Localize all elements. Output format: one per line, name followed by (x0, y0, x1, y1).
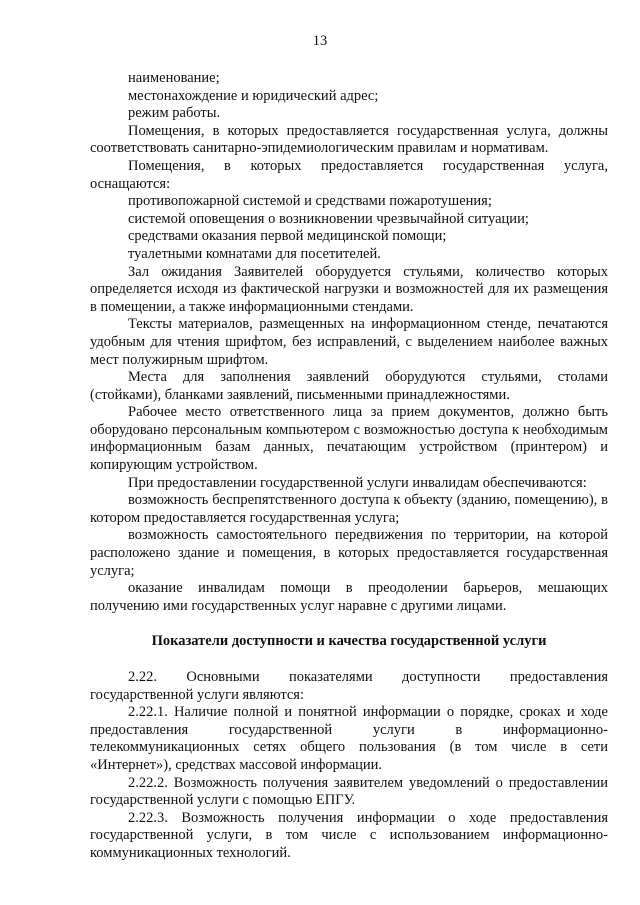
paragraph-premises-sanitary: Помещения, в которых предоставляется государственная услуга, должны соответствовать санитарно-эпидемиологическим правилам и нормативам. (90, 122, 608, 157)
section-heading: Показатели доступности и качества государственной услуги (151, 633, 547, 650)
list-item: средствами оказания первой медицинской помощи; (128, 228, 447, 245)
paragraph-places: Места для заполнения заявлений оборудуются стульями, столами (стойками), бланками заявлений, письменными принадлежностями. (90, 369, 608, 403)
paragraph-workplace: Рабочее место ответственного лица за прием документов, должно быть оборудовано персональным компьютером с возможностью доступа к необходимым информационным базам данных, печатающим устройством (принтером) и копирующим устройством. (90, 404, 608, 474)
list-item: местонахождение и юридический адрес; (128, 87, 379, 104)
list-item: режим работы. (128, 105, 221, 122)
list-item: противопожарной системой и средствами пожаротушения; (128, 193, 492, 210)
paragraph-2-22: 2.22. Основными показателями доступности предоставления государственной услуги являются: (90, 669, 608, 703)
paragraph-premises-equipped: Помещения, в которых предоставляется государственная услуга, оснащаются: (90, 157, 608, 192)
paragraph-2-22-1: 2.22.1. Наличие полной и понятной информации о порядке, сроках и ходе предоставления государственной услуги в информационно-телекоммуникационных сетях общего пользования (в том числе в сети «Интернет»), средствах массовой информации. (90, 704, 608, 773)
paragraph-disabled-2: возможность самостоятельного передвижения по территории, на которой расположено здание и помещения, в которых предоставляется государственная услуга; (90, 527, 608, 579)
document-body (90, 70, 608, 863)
paragraph-disabled-intro: При предоставлении государственной услуги инвалидам обеспечиваются: (128, 474, 587, 491)
page-number: 13 (312, 33, 328, 49)
paragraph-2-22-3: 2.22.3. Возможность получения информации о ходе предоставления государственной услуги, в том числе с использованием информационно-коммуникационных технологий. (90, 809, 608, 861)
list-item: туалетными комнатами для посетителей. (128, 245, 381, 262)
list-item: наименование; (128, 70, 220, 86)
paragraph-texts: Тексты материалов, размещенных на информационном стенде, печатаются удобным для чтения шрифтом, без исправлений, с выделением наиболее важных мест полужирным шрифтом. (90, 316, 608, 368)
paragraph-disabled-3: оказание инвалидам помощи в преодолении барьеров, мешающих получению ими государственных услуг наравне с другими лицами. (90, 580, 608, 614)
paragraph-2-22-2: 2.22.2. Возможность получения заявителем уведомлений о предоставлении государственной услуги с помощью ЕПГУ. (90, 774, 608, 809)
paragraph-disabled-1: возможность беспрепятственного доступа к объекту (зданию, помещению), в котором предоставляется государственная услуга; (90, 492, 608, 526)
paragraph-waiting-hall: Зал ожидания Заявителей оборудуется стульями, количество которых определяется исходя из фактической нагрузки и возможностей для их размещения в помещении, а также информационными стендами. (90, 263, 608, 315)
list-item: системой оповещения о возникновении чрезвычайной ситуации; (128, 210, 529, 227)
